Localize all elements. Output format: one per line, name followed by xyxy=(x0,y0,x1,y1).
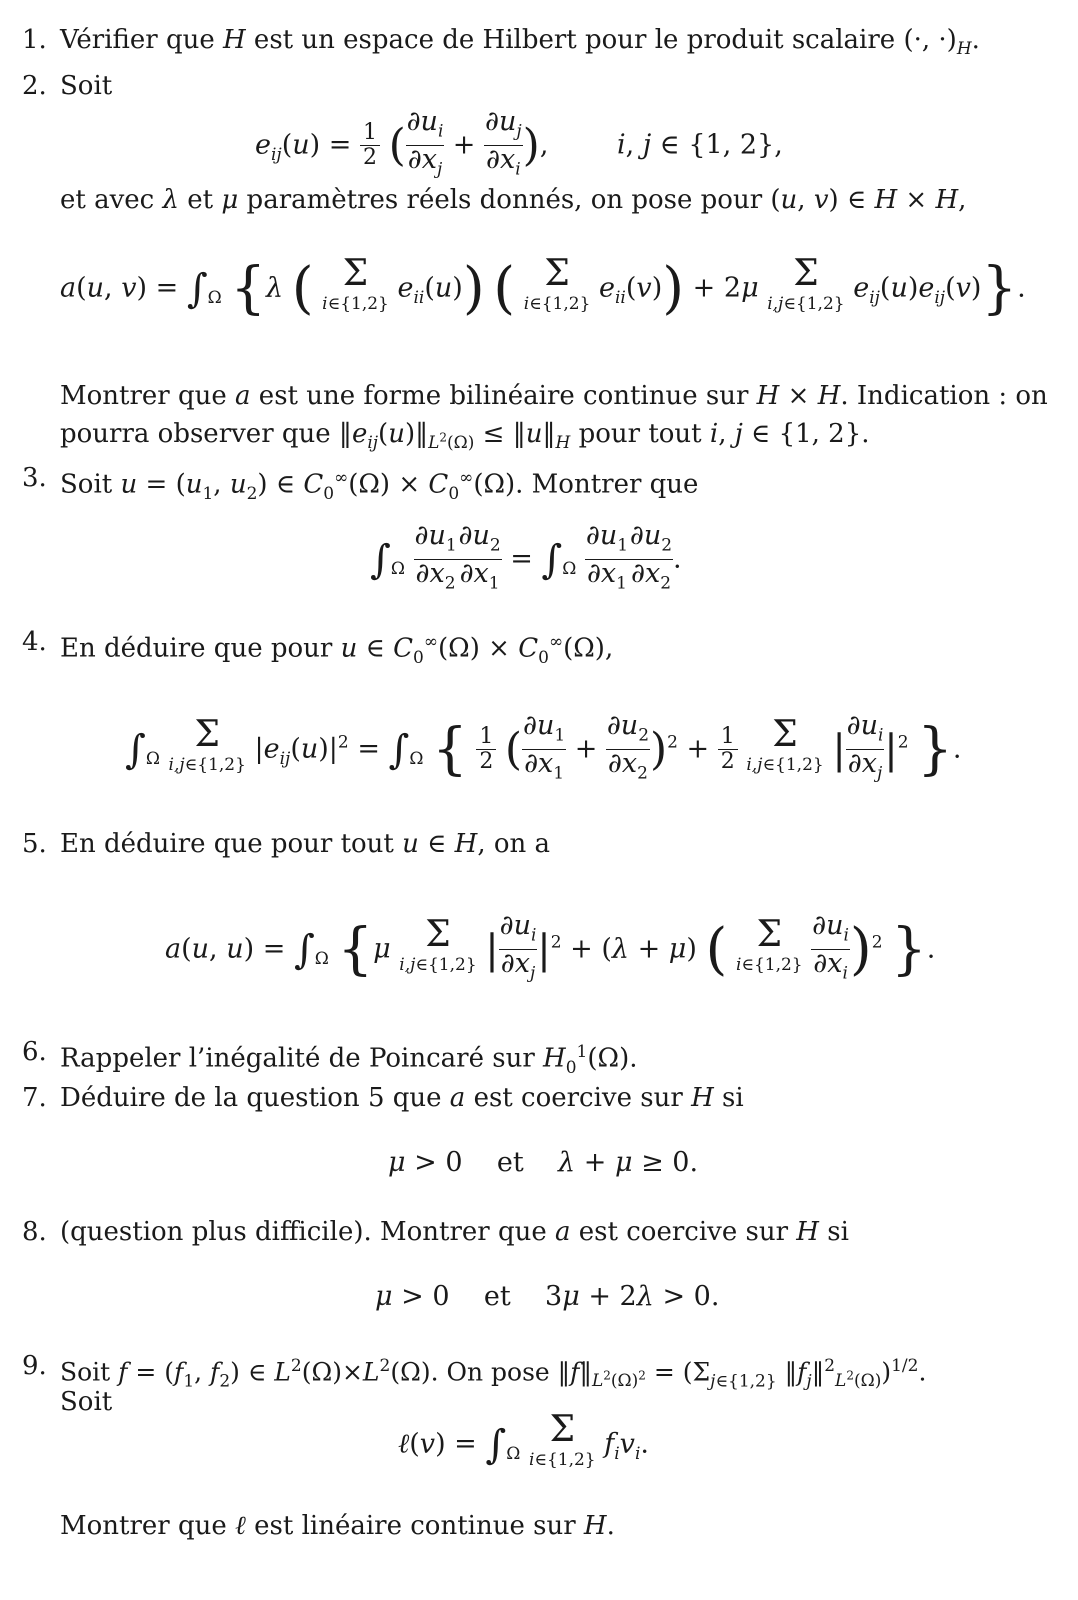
item-5-number: 5. xyxy=(22,829,47,859)
item-9-text: Soit $f = (f_1$, $f_2$) ∈ $L^2(\Omega)\times L^2(\Omega)$. On pose $‖f‖_{L^2(\Omega)^2} = (\Sigma_{j\in\{1,2\}}$ $‖f_j‖^2_{L^2(\Omega)})^{1/2}$. xyxy=(60,1356,927,1392)
item-9-number: 9. xyxy=(22,1351,47,1381)
item-6-number: 6. xyxy=(22,1037,47,1067)
item-3-text: Soit $u = (u_1$, $u_2$) ∈ $C_0^\infty(\Omega) \times C_0^\infty(\Omega)$. Montrer que xyxy=(60,468,699,504)
item-8-number: 8. xyxy=(22,1217,47,1247)
item-2-text3b: pourra observer que $‖e_{ij}(u)‖_{L^2(\Omega)}$ ≤ $‖u‖_H$ pour tout i, j ∈ {1, 2}. xyxy=(60,419,870,454)
item-7-number: 7. xyxy=(22,1083,47,1113)
item-8-text: (question plus difficile). Montrer que a est coercive sur H si xyxy=(60,1217,849,1247)
item-7-eq: μ > 0 et λ + μ ≥ 0. xyxy=(388,1147,699,1178)
item-7-text: Déduire de la question 5 que a est coercive sur H si xyxy=(60,1083,744,1113)
item-9-text3: Montrer que ℓ est linéaire continue sur H. xyxy=(60,1511,615,1541)
item-3-eq: $\int_\Omega$ $\partial u_1$ $\partial x_2\partial u_2$ $\partial x_1 = \int_\Omega$ $\partial u_1$ $\partial x_1\partial u_2$ $\partial x_2$. xyxy=(370,522,682,598)
item-9-eq: ℓ(v) = $\int_\Omega$ Σ i∈{1,2} $f_iv_i$. xyxy=(398,1409,649,1470)
item-2-eq-bilinear-form: a(u, $v) = \int_\Omega$ {λ ( Σ i∈{1,2} $e_{ii}(u)$) ( Σ i∈{1,2} $e_{ii}(v)) + 2\mu$ Σ i,j∈{1,2} $e_{ij}(u)e_{ij}(v)$}. xyxy=(60,253,1026,321)
item-9-text2: Soit xyxy=(60,1387,113,1417)
item-2-number: 2. xyxy=(22,71,47,101)
item-4-text: En déduire que pour u ∈ $C_0^\infty(\Omega) \times C_0^\infty(\Omega)$, xyxy=(60,632,614,668)
item-4-number: 4. xyxy=(22,627,47,657)
item-5-eq: a(u, $u) = \int_\Omega$ {μ Σ i,j∈{1,2} $|\partial u_i$ $\partial x_j|^2 + (\lambda + \mu)$ ( Σ i∈{1,2} $\partial u_i$ $\partial x_i)^2$ }. xyxy=(165,912,935,988)
item-2-text2: et avec λ et μ paramètres réels donnés, on pose pour (u, v) ∈ H × H, xyxy=(60,185,967,215)
item-8-eq: μ > 0 et 3μ + 2λ > 0. xyxy=(375,1281,720,1312)
item-2-text: Soit xyxy=(60,71,113,101)
item-4-eq: $\int_\Omega$ Σ i,j∈{1,2} $|e_{ij}(u)|^2 = \int_\Omega$ { 1 2 ($\partial u_1$ $\partial x_1 + \partial u_2$ $\partial x_2)^2 + 1$ 2 Σ i,j∈{1,2} $|\partial u_i$ $\partial x_j|^2$ }. xyxy=(125,712,961,788)
item-3-number: 3. xyxy=(22,463,47,493)
item-6-text: Rappeler l’inégalité de Poincaré sur $H_0^1(\Omega)$. xyxy=(60,1042,638,1078)
item-2-eq-strain: $e_{ij}(u) = 1$ 2 ($\partial u_i$ $\partial x_j + \partial u_j$ $\partial x_i$), i, j ∈ {1, 2}, xyxy=(255,108,783,184)
item-5-text: En déduire que pour tout u ∈ H, on a xyxy=(60,829,551,859)
item-2-text3a: Montrer que a est une forme bilinéaire continue sur H × H. Indication : on xyxy=(60,381,1048,411)
item-1-number: 1. xyxy=(22,25,47,55)
item-1-text: Vérifier que H est un espace de Hilbert pour le produit scalaire (·, $\cdot)_H$. xyxy=(60,25,980,60)
